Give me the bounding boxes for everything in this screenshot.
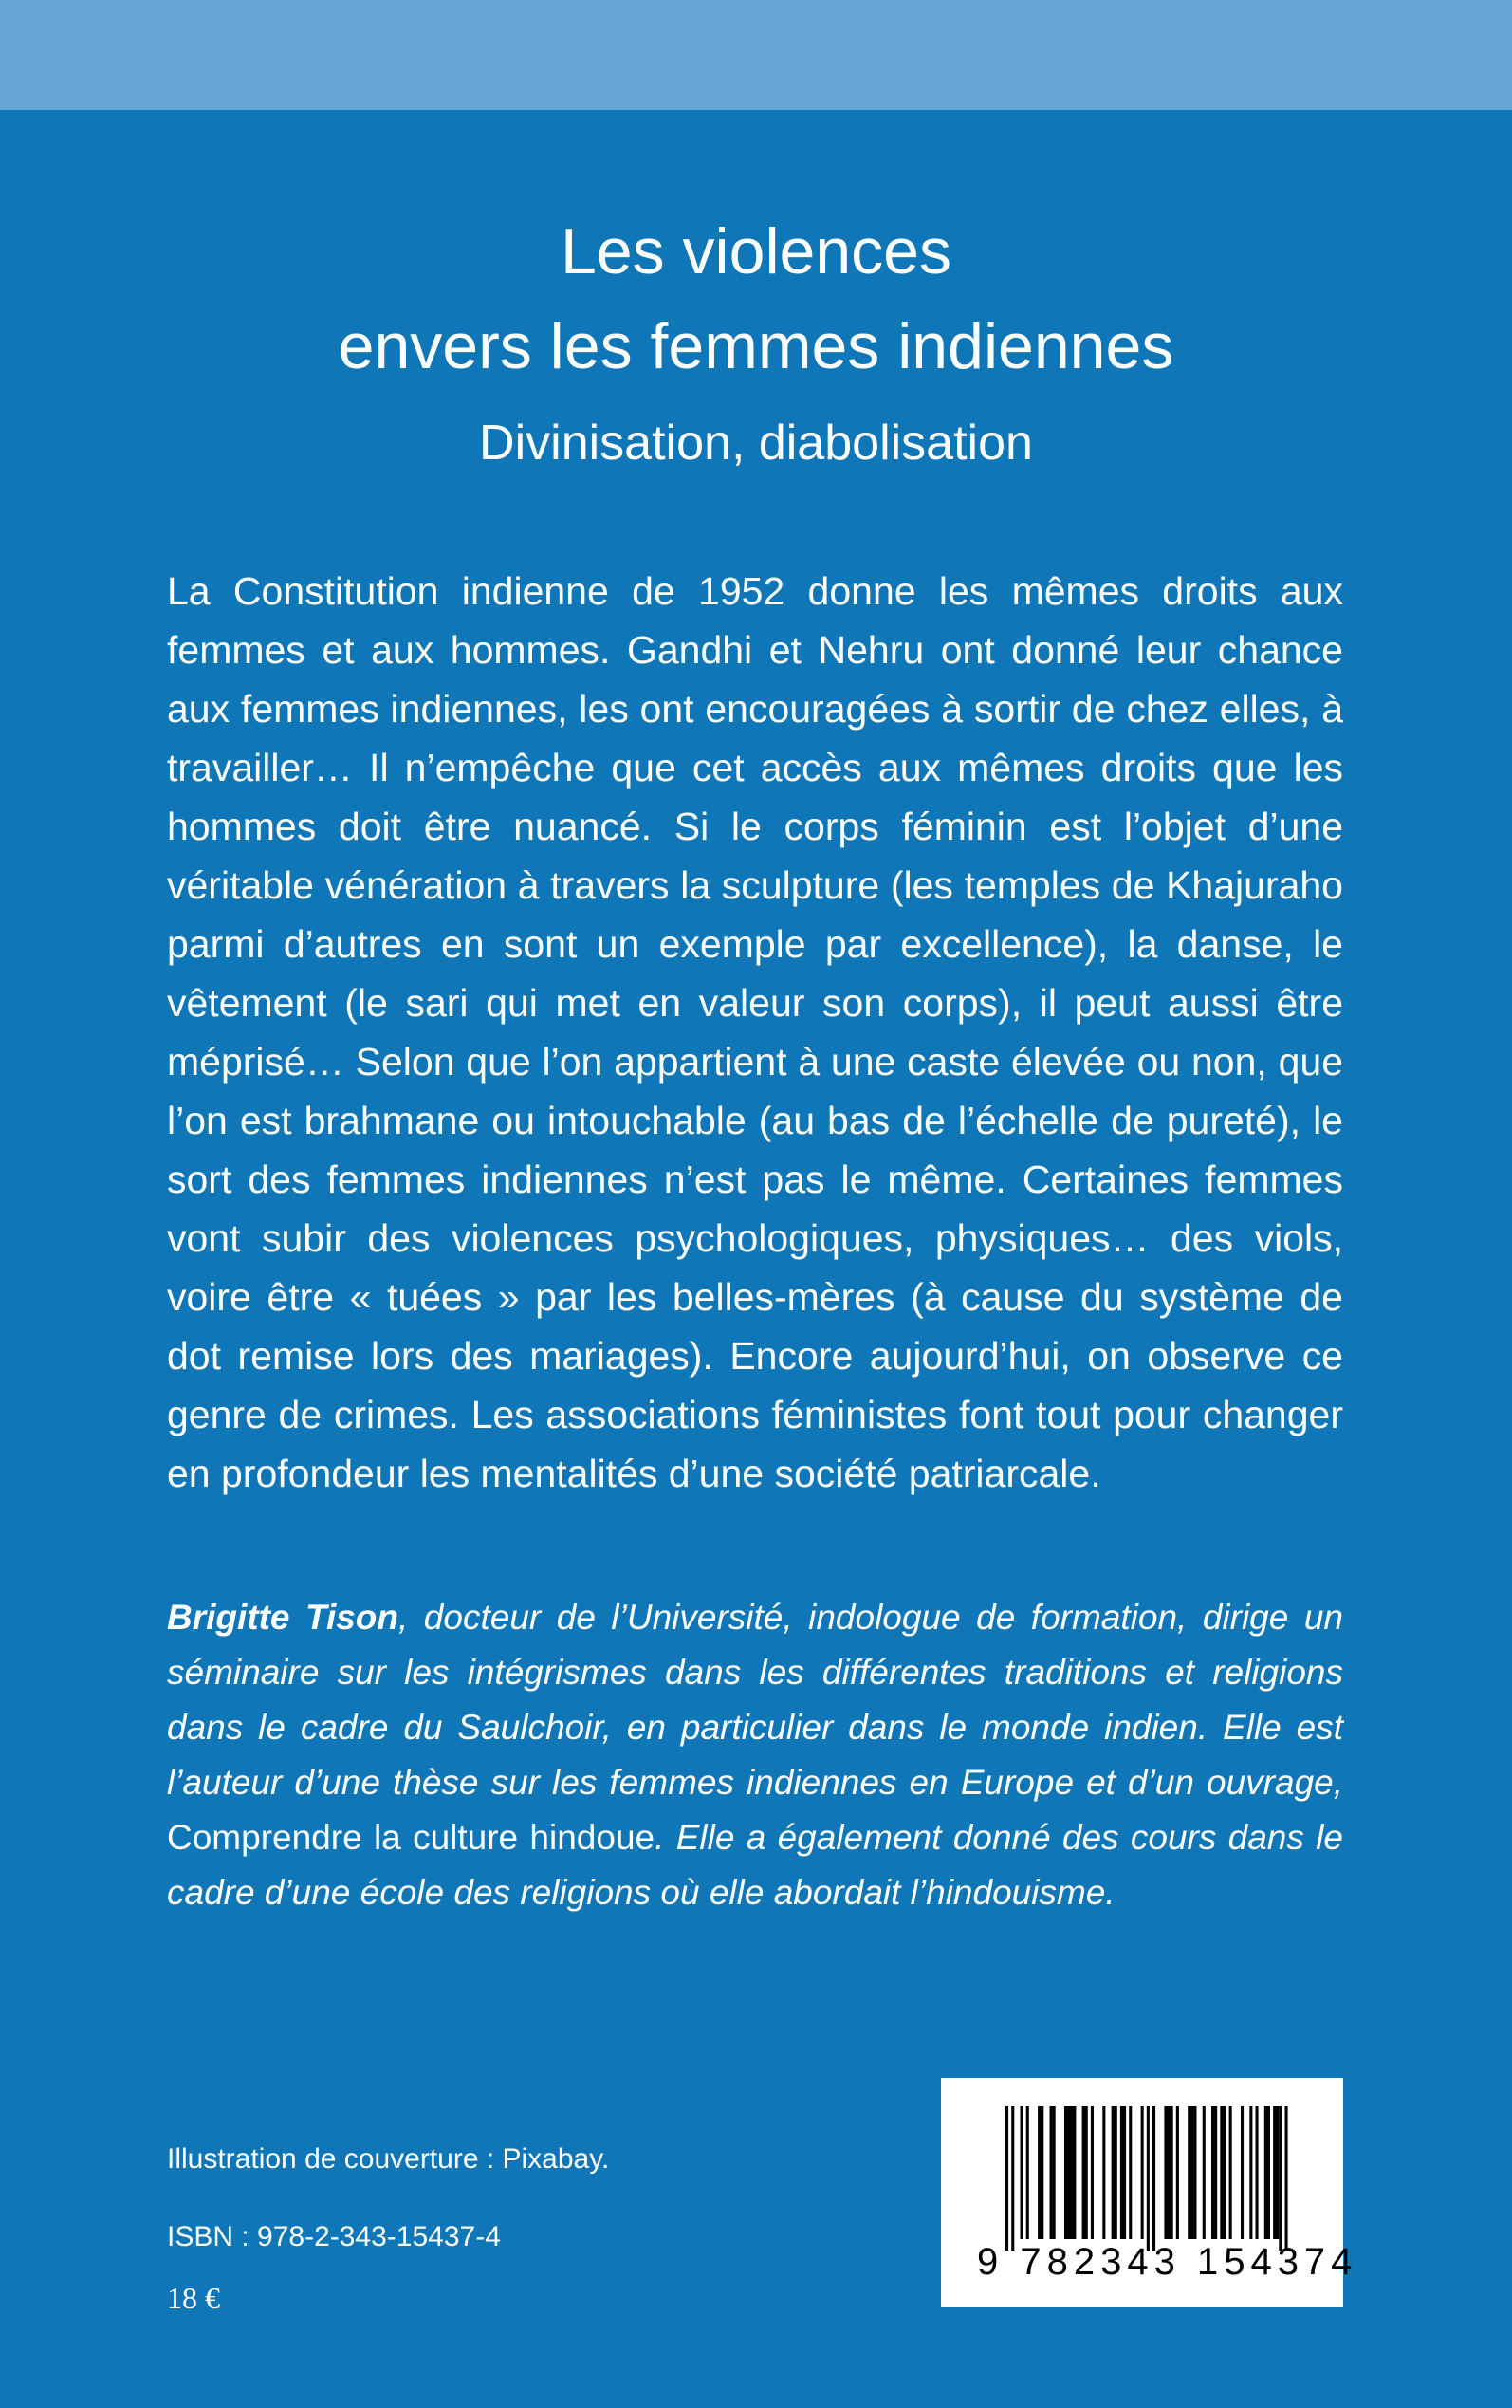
bio-text-1: , docteur de l’Université, indologue de formation, dirige un séminaire sur les intégrismes dans les différentes traditions et religions dans le cadre du Saulchoir, en particulier dans le monde indien. Elle est l’auteur d’une thèse sur les femmes indiennes en Europe et d’un ouvrage, [167, 1598, 1343, 1802]
barcode [941, 2078, 1358, 2307]
isbn-label: ISBN : 978-2-343-15437-4 [167, 2221, 501, 2252]
title-line-1: Les violences [560, 215, 952, 287]
bio-text-2: . Elle a également donné des cours dans le cadre d’une école des religions où elle abordait l’hindouisme. [167, 1818, 1343, 1912]
title-line-2: envers les femmes indiennes [338, 310, 1174, 382]
illustration-credit: Illustration de couverture : Pixabay. [167, 2143, 610, 2175]
blurb-paragraph: La Constitution indienne de 1952 donne les mêmes droits aux femmes et aux hommes. Gandhi et Nehru ont donné leur chance aux femmes indiennes, les ont encouragées à sortir de chez elles, à travailler… Il n’empêche que cet accès aux mêmes droits que les hommes doit être nuancé. Si le corps féminin est l’objet d’une véritable vénération à travers la sculpture (les temples de Khajuraho parmi d’autres en sont un exemple par excellence), la danse, le vêtement (le sari qui met en valeur son corps), il peut aussi être méprisé… Selon que l’on appartient à une caste élevée ou non, que l’on est brahmane ou intouchable (au bas de l’échelle de pureté), le sort des femmes indiennes n’est pas le même. Certaines femmes vont subir des violences psychologiques, physiques… des viols, voire être « tuées » par les belles-mères (à cause du système de dot remise lors des mariages). Encore aujourd’hui, on observe ce genre de crimes. Les associations féministes font tout pour changer en profondeur les mentalités d’une société patriarcale. [167, 569, 1343, 1495]
price-label: 18 € [167, 2281, 220, 2315]
book-title [0, 204, 1512, 394]
author-name: Brigitte Tison [167, 1598, 399, 1637]
bio-book-title: Comprendre la culture hindoue [167, 1818, 655, 1857]
barcode-digits: 9 782343 154374 [977, 2241, 1358, 2283]
top-color-band [0, 0, 1512, 110]
book-subtitle: Divinisation, diabolisation [479, 416, 1033, 471]
author-bio [167, 1590, 1343, 1920]
